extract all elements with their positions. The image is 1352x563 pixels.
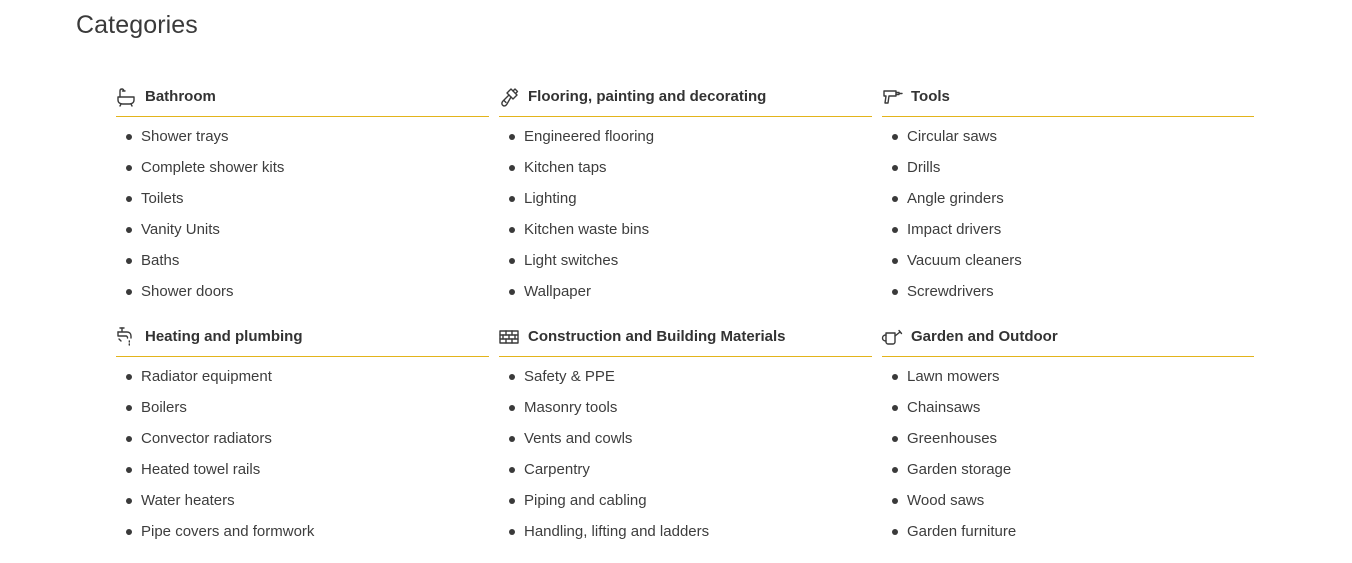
drill-icon	[881, 86, 903, 108]
category-header-garden-outdoor[interactable]	[882, 318, 1254, 357]
category-item-list	[499, 117, 872, 312]
category-item-list	[116, 117, 489, 312]
list-item[interactable]: Water heaters	[116, 490, 489, 521]
category-header-heating-plumbing[interactable]	[116, 318, 489, 357]
list-item[interactable]: Vacuum cleaners	[882, 250, 1254, 281]
list-item[interactable]: Light switches	[499, 250, 872, 281]
list-item[interactable]: Piping and cabling	[499, 490, 872, 521]
list-item[interactable]: Toilets	[116, 188, 489, 219]
list-item[interactable]: Boilers	[116, 397, 489, 428]
list-item[interactable]: Wallpaper	[499, 281, 872, 312]
category-title: Bathroom	[145, 88, 216, 105]
category-title: Construction and Building Materials	[528, 328, 786, 345]
categories-grid	[116, 78, 1254, 552]
list-item[interactable]: Baths	[116, 250, 489, 281]
list-item[interactable]: Convector radiators	[116, 428, 489, 459]
category-header-tools[interactable]	[882, 78, 1254, 117]
watering-can-icon	[881, 326, 903, 348]
list-item[interactable]: Carpentry	[499, 459, 872, 490]
category-tools	[882, 78, 1254, 312]
category-flooring-painting-decorating	[499, 78, 872, 312]
category-header-construction-building-materials[interactable]	[499, 318, 872, 357]
list-item[interactable]: Impact drivers	[882, 219, 1254, 250]
list-item[interactable]: Chainsaws	[882, 397, 1254, 428]
category-construction-building-materials	[499, 318, 872, 552]
list-item[interactable]: Garden storage	[882, 459, 1254, 490]
category-title: Heating and plumbing	[145, 328, 303, 345]
list-item[interactable]: Safety & PPE	[499, 366, 872, 397]
category-title: Flooring, painting and decorating	[528, 88, 767, 105]
list-item[interactable]: Handling, lifting and ladders	[499, 521, 872, 552]
paintbrush-icon	[498, 86, 520, 108]
faucet-icon	[115, 326, 137, 348]
list-item[interactable]: Kitchen taps	[499, 157, 872, 188]
list-item[interactable]: Masonry tools	[499, 397, 872, 428]
list-item[interactable]: Vents and cowls	[499, 428, 872, 459]
category-bathroom	[116, 78, 489, 312]
category-title: Garden and Outdoor	[911, 328, 1058, 345]
category-item-list	[499, 357, 872, 552]
category-item-list	[882, 117, 1254, 312]
bricks-icon	[498, 326, 520, 348]
category-garden-outdoor	[882, 318, 1254, 552]
list-item[interactable]: Kitchen waste bins	[499, 219, 872, 250]
category-item-list	[882, 357, 1254, 552]
list-item[interactable]: Wood saws	[882, 490, 1254, 521]
list-item[interactable]: Greenhouses	[882, 428, 1254, 459]
category-header-bathroom[interactable]	[116, 78, 489, 117]
category-header-flooring-painting-decorating[interactable]	[499, 78, 872, 117]
list-item[interactable]: Vanity Units	[116, 219, 489, 250]
list-item[interactable]: Circular saws	[882, 126, 1254, 157]
category-item-list	[116, 357, 489, 552]
list-item[interactable]: Complete shower kits	[116, 157, 489, 188]
list-item[interactable]: Drills	[882, 157, 1254, 188]
list-item[interactable]: Screwdrivers	[882, 281, 1254, 312]
list-item[interactable]: Shower trays	[116, 126, 489, 157]
category-heating-plumbing	[116, 318, 489, 552]
list-item[interactable]: Lighting	[499, 188, 872, 219]
list-item[interactable]: Shower doors	[116, 281, 489, 312]
page-title: Categories	[76, 11, 198, 39]
list-item[interactable]: Radiator equipment	[116, 366, 489, 397]
list-item[interactable]: Pipe covers and formwork	[116, 521, 489, 552]
list-item[interactable]: Angle grinders	[882, 188, 1254, 219]
list-item[interactable]: Heated towel rails	[116, 459, 489, 490]
list-item[interactable]: Engineered flooring	[499, 126, 872, 157]
list-item[interactable]: Garden furniture	[882, 521, 1254, 552]
list-item[interactable]: Lawn mowers	[882, 366, 1254, 397]
bathtub-icon	[115, 86, 137, 108]
category-title: Tools	[911, 88, 950, 105]
